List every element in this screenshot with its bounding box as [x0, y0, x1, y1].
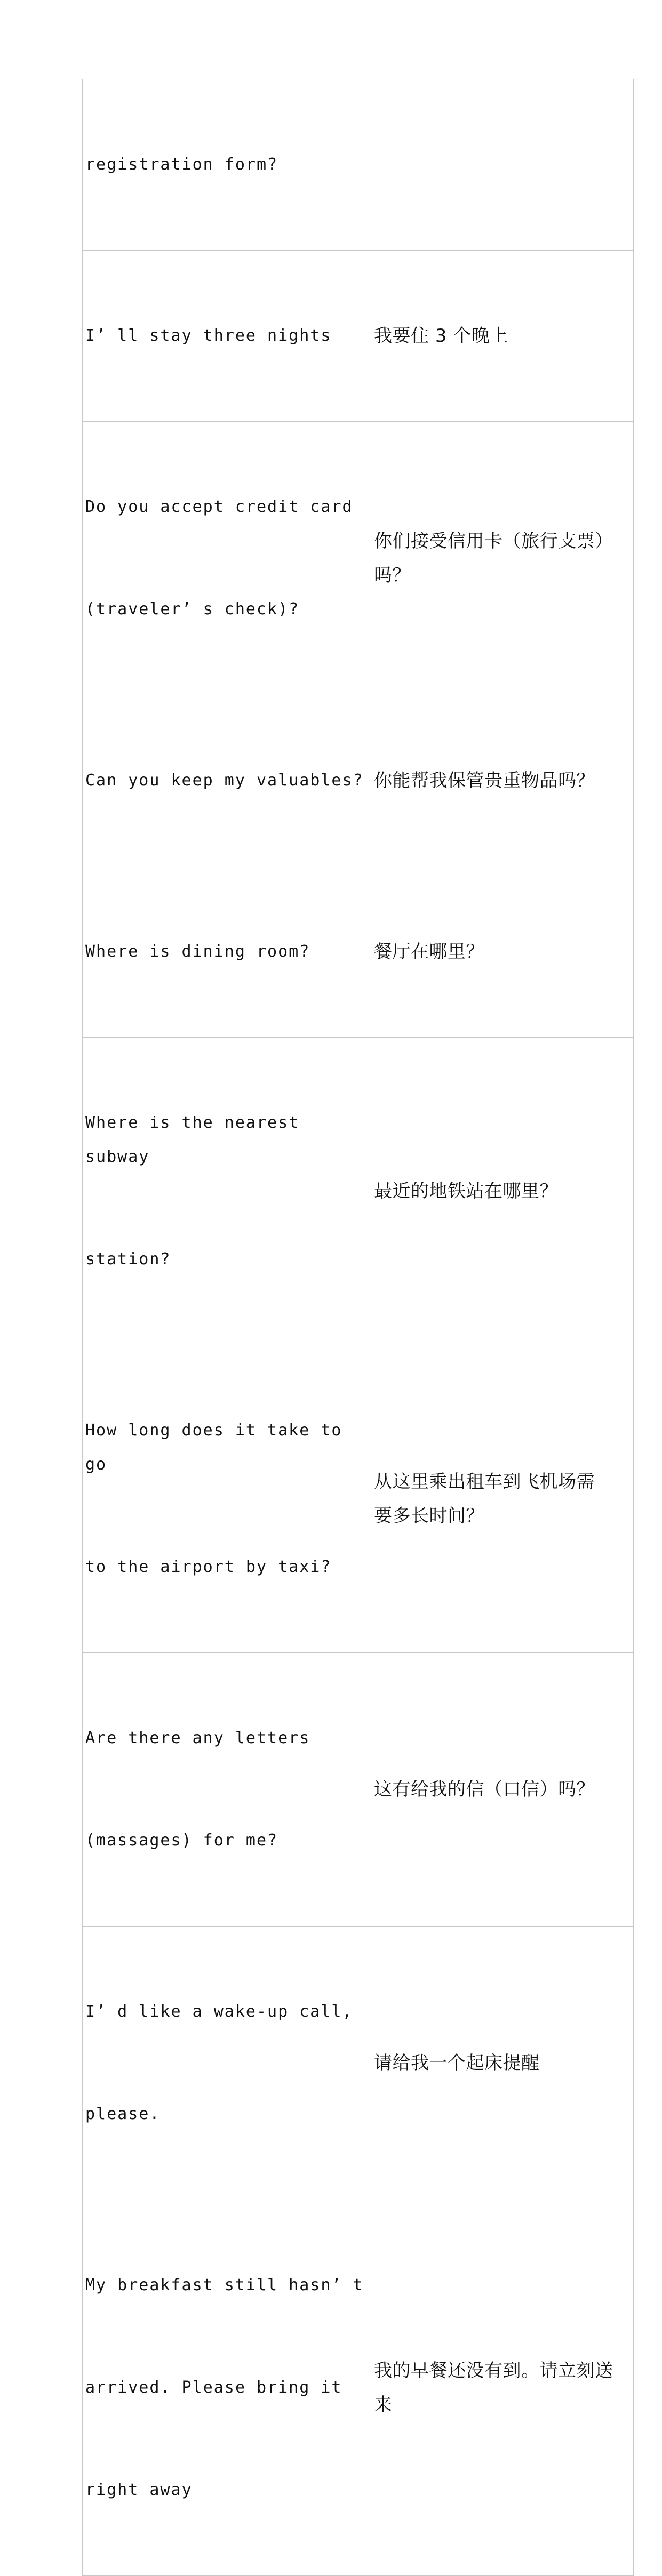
table-row — [83, 1038, 634, 1345]
table-row — [83, 1653, 634, 1927]
chinese-cell — [371, 1653, 634, 1927]
english-line: (traveler’ s check)? — [85, 600, 300, 619]
english-line: Do you accept credit card — [85, 497, 353, 516]
english-line: I’ d like a wake-up call, — [85, 2002, 353, 2021]
english-line: registration form? — [85, 155, 278, 174]
chinese-cell — [371, 79, 634, 251]
english-cell — [83, 79, 371, 251]
chinese-cell — [371, 695, 634, 866]
english-cell — [83, 1927, 371, 2200]
phrase-table — [82, 79, 634, 2576]
chinese-cell — [371, 2200, 634, 2576]
chinese-line: 请给我一个起床提醒 — [374, 2052, 540, 2074]
english-line: Where is the nearest subway — [85, 1113, 310, 1166]
chinese-cell — [371, 1927, 634, 2200]
english-cell — [83, 2200, 371, 2576]
english-cell — [83, 422, 371, 695]
english-line: I’ ll stay three nights — [85, 326, 332, 345]
english-line: please. — [85, 2105, 161, 2123]
chinese-line: 最近的地铁站在哪里？ — [374, 1181, 558, 1202]
chinese-line: 要多长时间？ — [374, 1505, 484, 1527]
chinese-cell — [371, 422, 634, 695]
table-row — [83, 2200, 634, 2576]
chinese-line: 吗？ — [374, 565, 411, 586]
chinese-line: 我的早餐还没有到。请立刻送 — [374, 2360, 613, 2381]
english-cell — [83, 1653, 371, 1927]
english-line: right away — [85, 2481, 193, 2499]
english-cell — [83, 1345, 371, 1653]
chinese-line: 你们接受信用卡（旅行支票） — [374, 531, 613, 552]
english-line: How long does it take to go — [85, 1421, 353, 1474]
table-row — [83, 695, 634, 866]
english-cell — [83, 695, 371, 866]
table-row — [83, 866, 634, 1038]
chinese-cell — [371, 251, 634, 422]
table-row — [83, 1345, 634, 1653]
english-cell — [83, 251, 371, 422]
english-line: Can you keep my valuables? — [85, 771, 364, 790]
english-line: station? — [85, 1250, 171, 1269]
chinese-line: 我要住 3 个晚上 — [374, 325, 508, 347]
chinese-cell — [371, 1345, 634, 1653]
english-line: arrived. Please bring it — [85, 2378, 342, 2397]
chinese-line: 从这里乘出租车到飞机场需 — [374, 1471, 595, 1492]
english-line: Where is dining room? — [85, 942, 310, 961]
table-row — [83, 422, 634, 695]
chinese-line: 你能帮我保管贵重物品吗？ — [374, 770, 595, 791]
english-line: (massages) for me? — [85, 1831, 278, 1850]
table-row — [83, 251, 634, 422]
english-line: Are there any letters — [85, 1729, 310, 1747]
chinese-cell — [371, 866, 634, 1038]
chinese-line: 餐厅在哪里？ — [374, 941, 484, 962]
english-cell — [83, 1038, 371, 1345]
table-row — [83, 79, 634, 251]
english-line: My breakfast still hasn’ t — [85, 2276, 364, 2294]
chinese-line: 这有给我的信（口信）吗？ — [374, 1779, 595, 1800]
chinese-cell — [371, 1038, 634, 1345]
english-cell — [83, 866, 371, 1038]
table-row — [83, 1927, 634, 2200]
chinese-line: 来 — [374, 2394, 393, 2415]
english-line: to the airport by taxi? — [85, 1558, 332, 1576]
